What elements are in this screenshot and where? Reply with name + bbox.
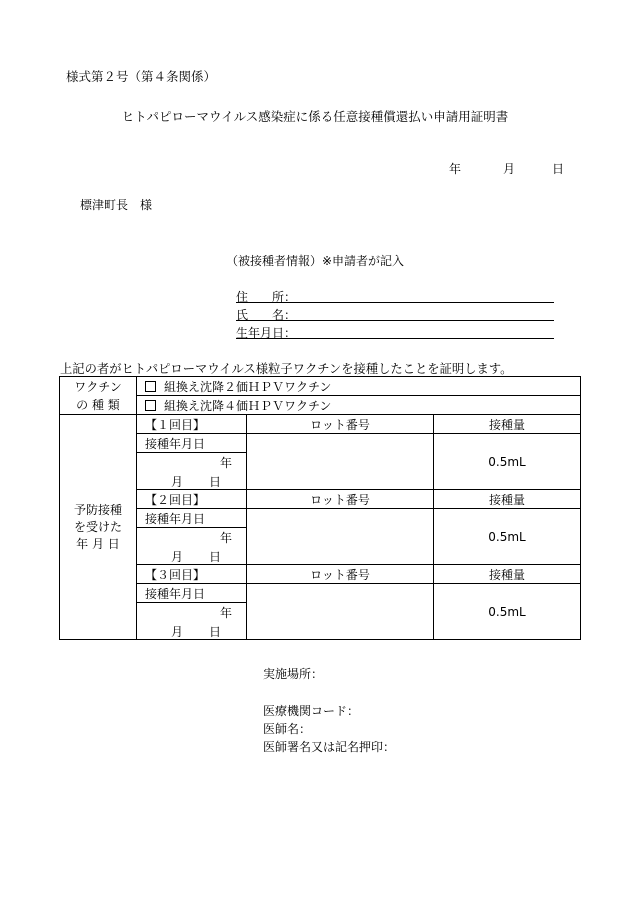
birthdate-label: 生年月日： — [236, 326, 297, 340]
lot-number-header: ロット番号 — [247, 565, 434, 584]
vaccination-table — [59, 376, 581, 640]
document-title: ヒトパピローマウイルス感染症に係る任意接種償還払い申請用証明書 — [121, 109, 509, 124]
checkbox-icon[interactable] — [145, 400, 156, 411]
lot-number-cell[interactable] — [247, 434, 434, 490]
date-month-day-cell[interactable]: 月 日 — [137, 621, 247, 640]
dose-amount-header: 接種量 — [434, 415, 581, 434]
date-year-cell[interactable]: 年 — [137, 528, 247, 547]
dose-round-label: 【１回目】 — [137, 415, 247, 434]
dose-round-label: 【２回目】 — [137, 490, 247, 509]
dose-amount-value: 0.5mL — [434, 584, 581, 640]
institution-code-label: 医療機関コード： — [263, 704, 360, 718]
address-label: 住 所： — [236, 290, 297, 304]
date-year-label: 年 — [449, 162, 462, 176]
lot-number-header: ロット番号 — [247, 415, 434, 434]
date-label: 接種年月日 — [137, 584, 247, 603]
dose-amount-value: 0.5mL — [434, 509, 581, 565]
name-label: 氏 名： — [236, 308, 297, 322]
vaccine-option-4valent[interactable] — [137, 396, 581, 415]
date-year-cell[interactable]: 年 — [137, 603, 247, 622]
dose-amount-header: 接種量 — [434, 565, 581, 584]
date-label: 接種年月日 — [137, 509, 247, 528]
lot-number-cell[interactable] — [247, 584, 434, 640]
certification-statement: 上記の者がヒトパピローマウイルス様粒子ワクチンを接種したことを証明します。 — [60, 362, 513, 376]
form-number: 様式第２号（第４条関係） — [66, 69, 217, 84]
dose-round-label: 【３回目】 — [137, 565, 247, 584]
address-field[interactable] — [236, 288, 554, 303]
lot-number-header: ロット番号 — [247, 490, 434, 509]
recipient-section-heading: （被接種者情報）※申請者が記入 — [225, 254, 405, 268]
addressee: 標津町長 様 — [80, 198, 153, 212]
birthdate-field[interactable] — [236, 324, 554, 339]
date-month-label: 月 — [503, 162, 516, 176]
checkbox-icon[interactable] — [145, 381, 156, 392]
doctor-signature-label: 医師署名又は記名押印： — [263, 740, 396, 754]
lot-number-cell[interactable] — [247, 509, 434, 565]
implementation-place-label: 実施場所： — [263, 667, 324, 681]
date-month-day-cell[interactable]: 月 日 — [137, 471, 247, 490]
vaccine-option-label: 組換え沈降４価ＨＰＶワクチン — [164, 398, 332, 413]
dose-amount-header: 接種量 — [434, 490, 581, 509]
date-label: 接種年月日 — [137, 434, 247, 453]
date-month-day-cell[interactable]: 月 日 — [137, 546, 247, 565]
name-field[interactable] — [236, 306, 554, 321]
vaccine-type-label-2: の 種 類 — [60, 396, 137, 415]
doctor-name-label: 医師名： — [263, 722, 312, 736]
vaccine-type-label: ワクチン — [60, 377, 137, 396]
vaccine-option-2valent[interactable] — [137, 377, 581, 396]
date-year-cell[interactable]: 年 — [137, 453, 247, 472]
vaccine-option-label: 組換え沈降２価ＨＰＶワクチン — [164, 379, 332, 394]
dose-amount-value: 0.5mL — [434, 434, 581, 490]
date-day-label: 日 — [552, 162, 565, 176]
date-received-label: 予防接種 を受けた 年 月 日 — [60, 415, 137, 640]
